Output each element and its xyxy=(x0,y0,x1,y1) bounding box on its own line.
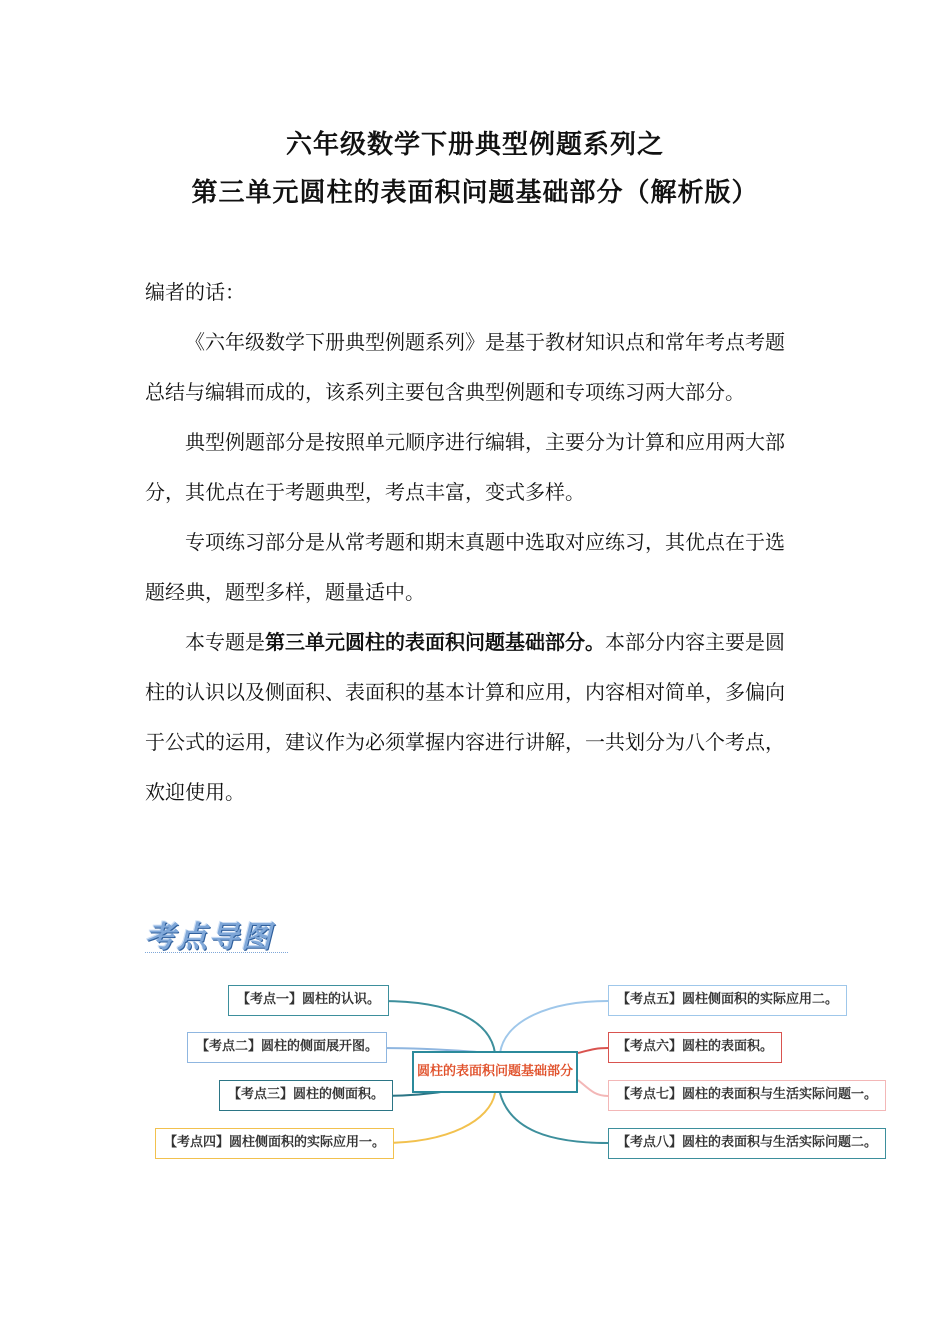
editor-note xyxy=(145,267,795,817)
topic-node-1: 【考点一】圆柱的认识。 xyxy=(228,985,389,1016)
topic-node-6: 【考点六】圆柱的表面积。 xyxy=(608,1032,782,1063)
paragraph-3: 专项练习部分是从常考题和期末真题中选取对应练习，其优点在于选题经典，题型多样，题量适中。 xyxy=(145,530,785,604)
paragraph-2: 典型例题部分是按照单元顺序进行编辑，主要分为计算和应用两大部分，其优点在于考题典型，考点丰富，变式多样。 xyxy=(145,430,785,504)
mindmap-center-node: 圆柱的表面积问题基础部分 xyxy=(412,1051,578,1093)
paragraph-4-start: 本专题是 xyxy=(185,630,265,654)
connector-6 xyxy=(578,1048,608,1053)
connector-4 xyxy=(382,1093,495,1143)
paragraph-4-topic: 第三单元圆柱的表面积问题基础部分。 xyxy=(265,630,605,654)
paragraph-4-end: 本部分内容主要是圆柱的认识以及侧面积、表面积的基本计算和应用，内容相对简单，多偏向于公式的运用，建议作为必须掌握内容进行讲解，一共划分为八个考点，欢迎使用。 xyxy=(145,630,785,804)
topic-node-2: 【考点二】圆柱的侧面展开图。 xyxy=(187,1032,387,1063)
mindmap-heading: 考点导图 xyxy=(145,920,273,955)
topic-node-4: 【考点四】圆柱侧面积的实际应用一。 xyxy=(155,1128,394,1159)
document-title-line1: 六年级数学下册典型例题系列之 xyxy=(285,130,664,160)
topic-node-5: 【考点五】圆柱侧面积的实际应用二。 xyxy=(608,985,847,1016)
connector-5 xyxy=(500,1001,608,1053)
document-title-line2: 第三单元圆柱的表面积问题基础部分（解析版） xyxy=(191,178,759,208)
mindmap-heading-underline xyxy=(145,952,288,953)
topic-node-3: 【考点三】圆柱的侧面积。 xyxy=(219,1080,393,1111)
topic-node-8: 【考点八】圆柱的表面积与生活实际问题二。 xyxy=(608,1128,886,1159)
editor-note-label: 编者的话： xyxy=(145,280,245,304)
paragraph-1: 《六年级数学下册典型例题系列》是基于教材知识点和常年考点考题总结与编辑而成的，该系列主要包含典型例题和专项练习两大部分。 xyxy=(145,330,785,404)
paragraph-4 xyxy=(145,617,795,817)
topic-node-7: 【考点七】圆柱的表面积与生活实际问题一。 xyxy=(608,1080,886,1111)
connector-1 xyxy=(382,1001,495,1053)
connector-7 xyxy=(578,1080,608,1096)
connector-8 xyxy=(500,1093,608,1143)
